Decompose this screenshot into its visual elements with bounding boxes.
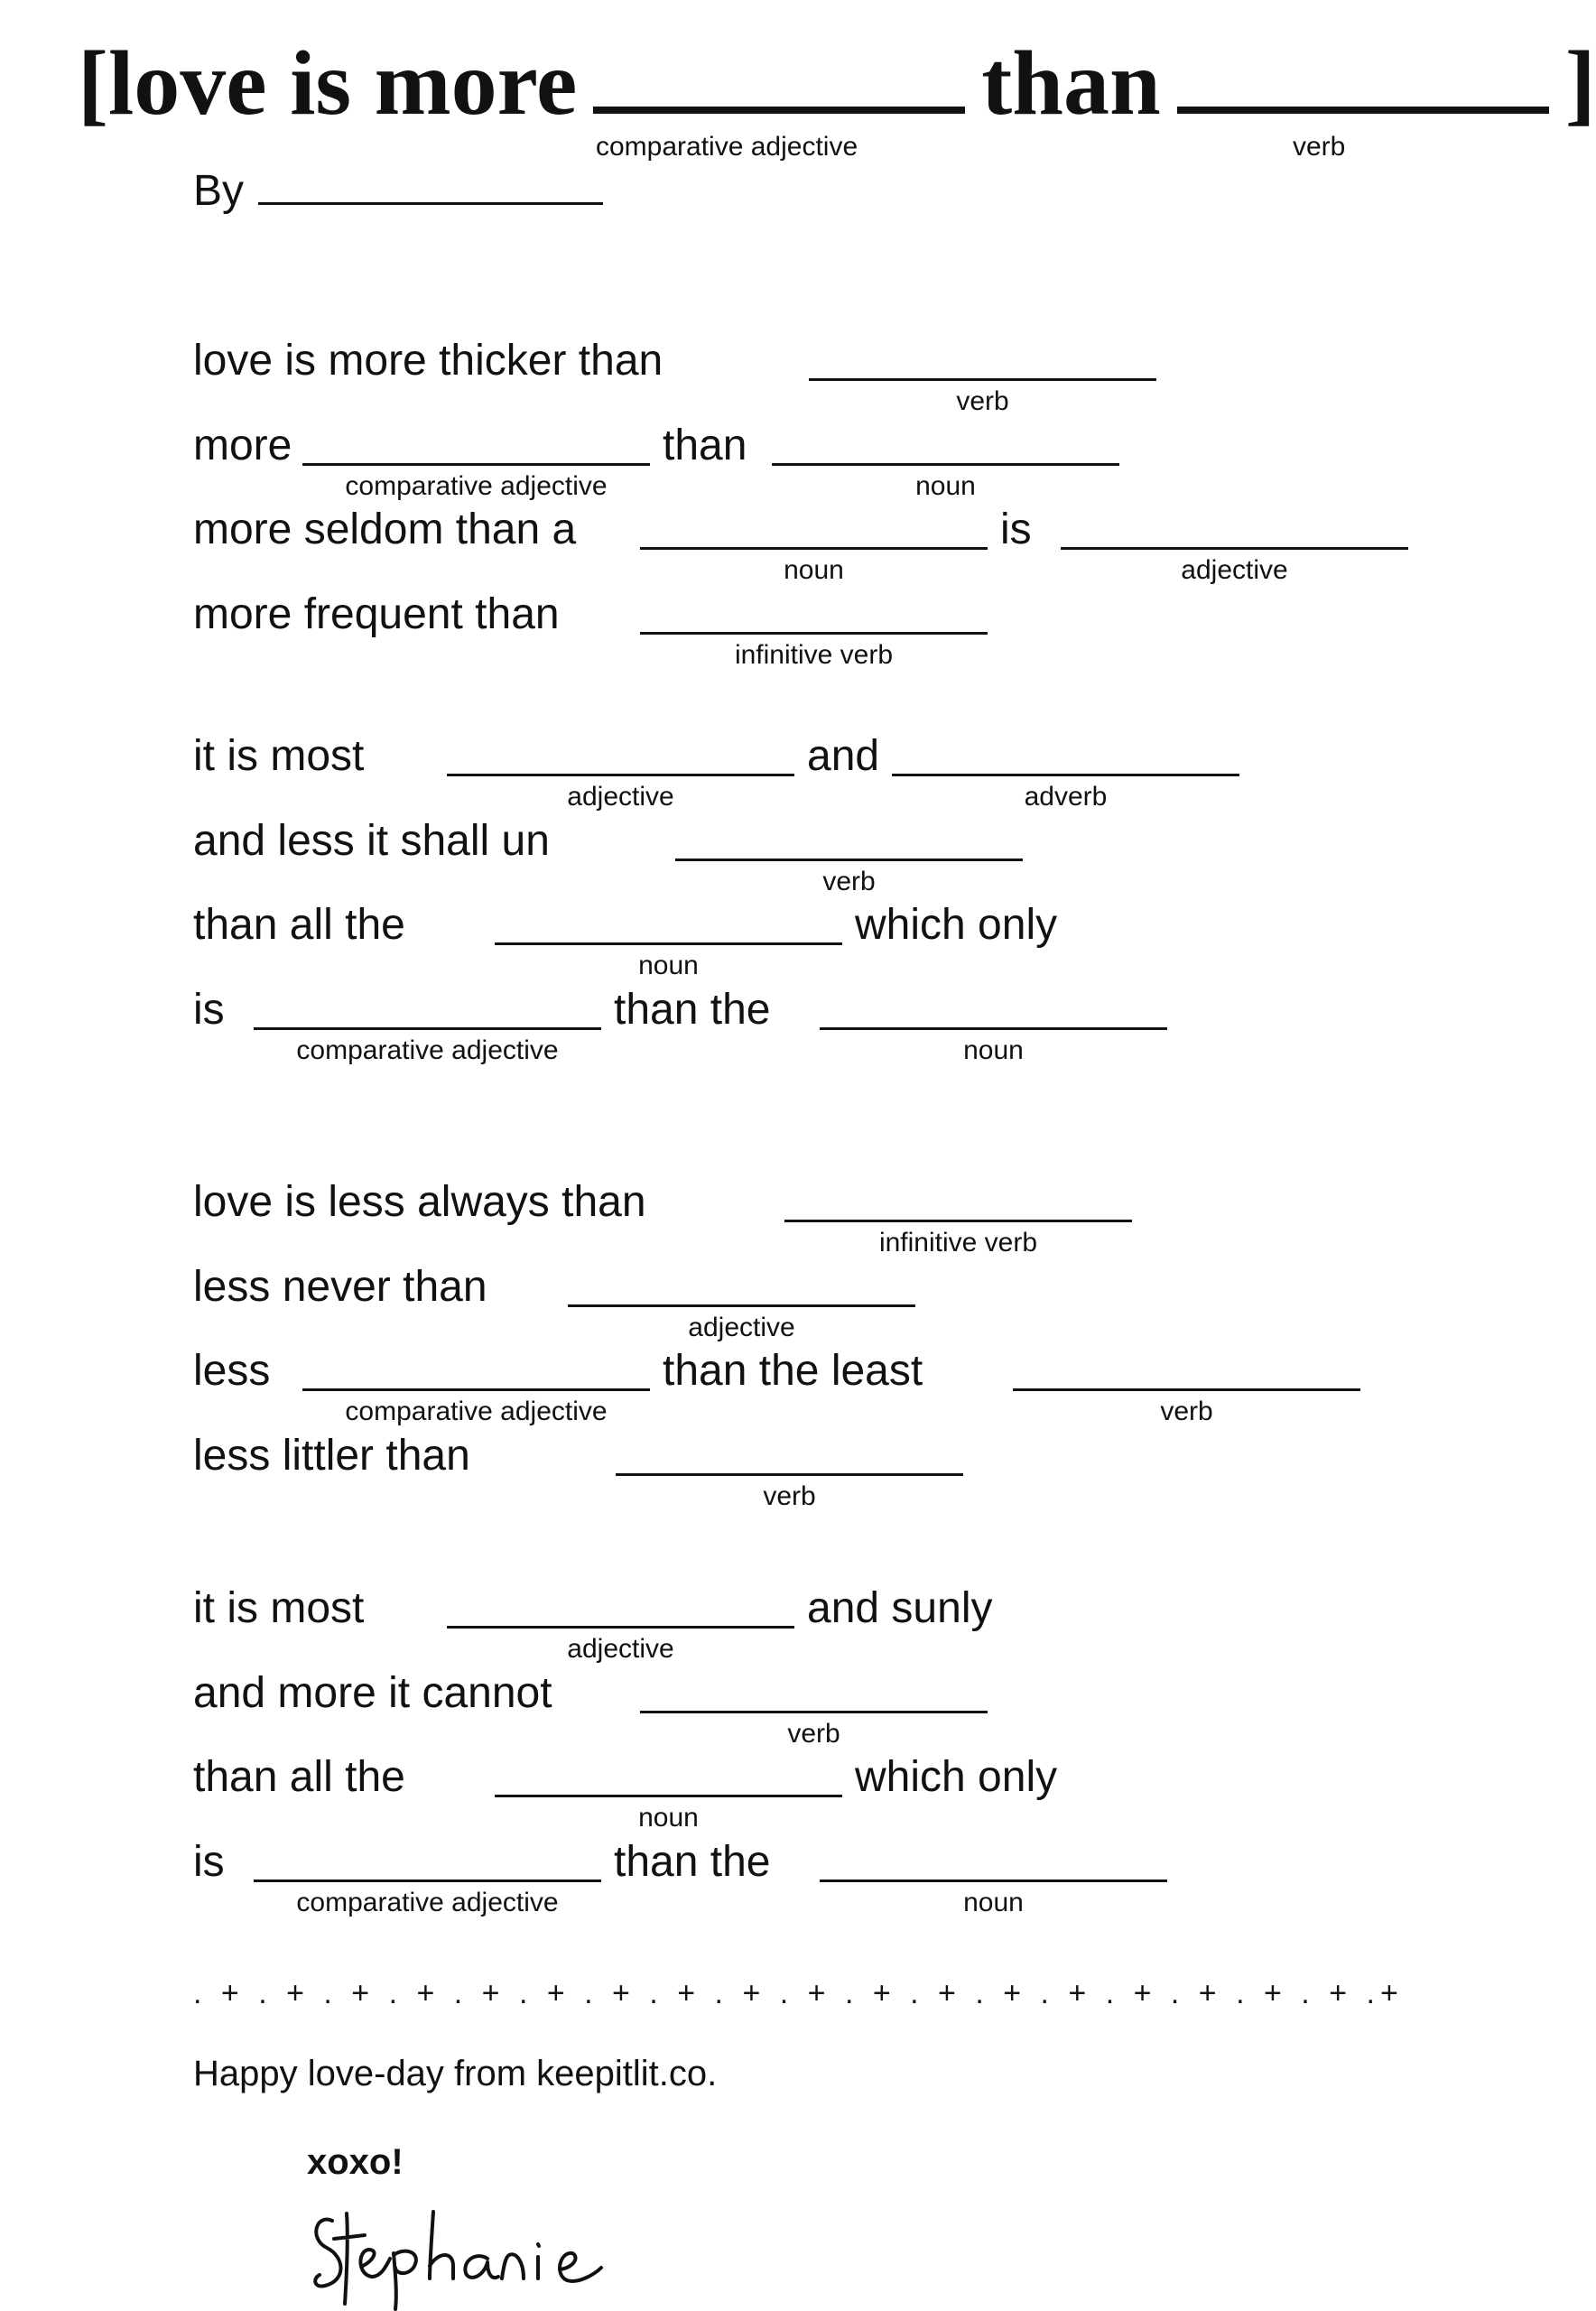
signature-image	[307, 2203, 614, 2311]
line-text-after: and sunly	[807, 1584, 993, 1632]
fill-blank[interactable]	[675, 859, 1023, 861]
title-middle: than	[981, 32, 1161, 135]
fill-blank-label: adjective	[688, 1312, 795, 1342]
fill-blank-2[interactable]	[892, 774, 1239, 776]
poem-line	[193, 1260, 1457, 1350]
fill-blank[interactable]	[447, 774, 794, 776]
line-text-after: which only	[855, 901, 1058, 949]
fill-blank-label: verb	[822, 866, 876, 896]
fill-blank-label: comparative adjective	[296, 1887, 559, 1917]
fill-blank-2[interactable]	[1061, 547, 1408, 550]
poem-line	[193, 503, 1457, 593]
line-text: and less it shall un	[193, 816, 550, 865]
line-text-after: which only	[855, 1753, 1058, 1801]
line-text: less	[193, 1347, 271, 1395]
fill-blank[interactable]	[640, 547, 988, 550]
line-text: and more it cannot	[193, 1668, 552, 1717]
line-text: love is less always than	[193, 1178, 646, 1226]
fill-blank[interactable]	[495, 1795, 842, 1797]
poem-line	[193, 814, 1457, 905]
page-title	[78, 25, 1596, 143]
line-text: it is most	[193, 732, 365, 780]
footer-text: Happy love-day from keepitlit.co.	[193, 2054, 718, 2093]
fill-blank-2[interactable]	[820, 1879, 1167, 1882]
fill-blank[interactable]	[254, 1879, 601, 1882]
line-text: less never than	[193, 1262, 487, 1311]
poem-line	[193, 1666, 1457, 1757]
fill-blank[interactable]	[302, 463, 650, 466]
fill-blank[interactable]	[640, 632, 988, 635]
fill-blank[interactable]	[809, 378, 1156, 381]
title-blank-1[interactable]	[593, 34, 965, 114]
fill-blank-label: noun	[784, 555, 844, 585]
fill-blank-label: infinitive verb	[734, 639, 894, 670]
fill-blank-label: comparative adjective	[296, 1035, 559, 1065]
fill-blank-label: verb	[956, 386, 1009, 416]
fill-blank-2[interactable]	[1013, 1388, 1360, 1391]
title-open: [love is more	[78, 32, 578, 135]
fill-blank[interactable]	[640, 1711, 988, 1713]
poem-line	[193, 1582, 1457, 1672]
poem-line	[193, 983, 1457, 1073]
line-text: is	[193, 985, 225, 1034]
byline	[193, 162, 603, 218]
title-close: ]	[1564, 32, 1596, 135]
title-blank-1-label: comparative adjective	[596, 132, 858, 162]
line-text-middle: is	[1000, 506, 1032, 553]
line-text-middle: and	[807, 732, 880, 780]
poem-line	[193, 1429, 1457, 1519]
line-text: more seldom than a	[193, 506, 577, 553]
divider: . + . + . + . + . + . + . + . + . + . + . + . + . + . + . + . + . + . + .+	[193, 1976, 1404, 2010]
poem-line	[193, 419, 1457, 509]
line-text: it is most	[193, 1584, 365, 1632]
fill-blank[interactable]	[568, 1304, 915, 1307]
fill-blank-label: noun	[638, 1803, 699, 1833]
fill-blank[interactable]	[784, 1220, 1132, 1222]
fill-blank[interactable]	[495, 942, 842, 945]
fill-blank-label: comparative adjective	[345, 1397, 608, 1426]
fill-blank-2-label: noun	[915, 470, 976, 501]
title-blank-2-label: verb	[1293, 132, 1346, 162]
fill-blank-label: adjective	[567, 1634, 674, 1664]
fill-blank-label: verb	[763, 1480, 816, 1511]
fill-blank-label: comparative adjective	[345, 470, 608, 501]
fill-blank-2-label: verb	[1160, 1397, 1213, 1426]
poem-line	[193, 1175, 1457, 1266]
fill-blank[interactable]	[447, 1626, 794, 1629]
fill-blank-label: infinitive verb	[878, 1228, 1038, 1258]
fill-blank-label: verb	[787, 1718, 840, 1749]
signoff: xoxo!	[307, 2142, 404, 2182]
byline-label: By	[193, 167, 245, 215]
poem-line	[193, 588, 1457, 678]
line-text: less littler than	[193, 1431, 470, 1480]
fill-blank[interactable]	[302, 1388, 650, 1391]
line-text: is	[193, 1837, 225, 1886]
line-text-middle: than the	[614, 985, 771, 1034]
fill-blank-2[interactable]	[820, 1027, 1167, 1030]
fill-blank-2[interactable]	[772, 463, 1119, 466]
line-text: than all the	[193, 1753, 405, 1801]
title-blank-2[interactable]	[1177, 34, 1549, 114]
line-text: love is more thicker than	[193, 337, 663, 385]
fill-blank-label: adjective	[567, 782, 674, 812]
line-text-middle: than	[663, 421, 747, 469]
line-text: more frequent than	[193, 589, 560, 638]
fill-blank-2-label: adverb	[1024, 782, 1108, 812]
line-text: than all the	[193, 901, 405, 949]
fill-blank-label: noun	[638, 951, 699, 980]
poem-line	[193, 334, 1457, 424]
author-blank[interactable]	[258, 162, 603, 205]
line-text-middle: than the least	[663, 1347, 923, 1395]
poem-line	[193, 898, 1457, 988]
poem-line	[193, 1344, 1457, 1434]
line-text: more	[193, 421, 292, 469]
fill-blank[interactable]	[254, 1027, 601, 1030]
poem-line	[193, 1750, 1457, 1841]
fill-blank-2-label: adjective	[1181, 555, 1288, 585]
fill-blank[interactable]	[616, 1473, 963, 1476]
line-text-middle: than the	[614, 1837, 771, 1886]
poem-line	[193, 1835, 1457, 1926]
poem-line	[193, 729, 1457, 820]
fill-blank-2-label: noun	[963, 1035, 1024, 1065]
fill-blank-2-label: noun	[963, 1887, 1024, 1917]
